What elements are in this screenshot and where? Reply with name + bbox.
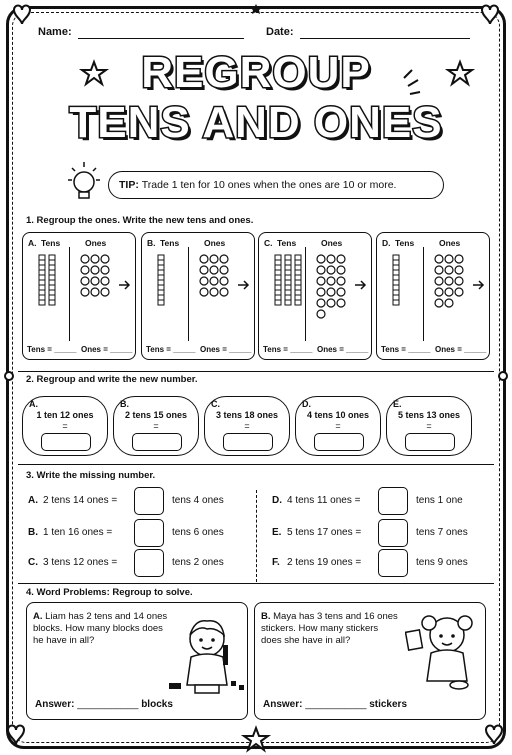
one-unit bbox=[101, 277, 109, 285]
ten-rod-unit bbox=[158, 290, 164, 295]
arrow-right-icon bbox=[355, 281, 365, 289]
ten-rod-unit bbox=[295, 295, 301, 300]
one-unit bbox=[91, 266, 99, 274]
one-unit bbox=[210, 266, 218, 274]
arrow-right-icon bbox=[119, 281, 129, 289]
ten-rod-unit bbox=[285, 300, 291, 305]
one-unit bbox=[337, 288, 345, 296]
name-label: Name: bbox=[38, 26, 72, 38]
section1-heading: 1. Regroup the ones. Write the new tens and ones. bbox=[26, 215, 254, 226]
one-unit bbox=[327, 288, 335, 296]
star-icon bbox=[244, 728, 268, 750]
cloud-expression: 5 tens 13 ones bbox=[397, 410, 461, 420]
equals-sign: = bbox=[244, 421, 250, 431]
ten-rod-unit bbox=[39, 260, 45, 265]
tens-label: Tens bbox=[160, 238, 180, 248]
ten-rod-unit bbox=[39, 265, 45, 270]
name-field[interactable] bbox=[78, 38, 244, 39]
tip-text: Trade 1 ten for 10 ones when the ones are 10 or more. bbox=[141, 179, 397, 191]
ten-rod-unit bbox=[275, 280, 281, 285]
ten-rod-unit bbox=[158, 275, 164, 280]
one-unit bbox=[327, 266, 335, 274]
cloud-letter: E. bbox=[393, 399, 402, 409]
tens-label: Tens bbox=[395, 238, 415, 248]
one-unit bbox=[91, 277, 99, 285]
one-unit bbox=[210, 255, 218, 263]
ten-rod-unit bbox=[49, 285, 55, 290]
ones-label: Ones bbox=[439, 238, 461, 248]
item-result: tens 6 ones bbox=[172, 527, 224, 538]
answer-row-a bbox=[35, 699, 173, 710]
ten-rod-unit bbox=[275, 295, 281, 300]
base-ten-blocks bbox=[377, 251, 487, 341]
ten-rod-unit bbox=[158, 295, 164, 300]
ten-rod-unit bbox=[285, 280, 291, 285]
ten-rod-unit bbox=[393, 275, 399, 280]
section2-heading: 2. Regroup and write the new number. bbox=[26, 374, 198, 385]
word-problem-line: he have in all? bbox=[33, 635, 95, 646]
item-result: tens 2 ones bbox=[172, 557, 224, 568]
item-expression: 5 tens 17 ones = bbox=[287, 527, 362, 538]
ten-rod-unit bbox=[49, 295, 55, 300]
date-field[interactable] bbox=[300, 38, 470, 39]
equals-sign: = bbox=[62, 421, 68, 431]
item-expression: 1 ten 16 ones = bbox=[43, 527, 113, 538]
word-problem-line: Liam has 2 tens and 14 ones bbox=[45, 611, 168, 622]
one-unit bbox=[435, 255, 443, 263]
ten-rod-unit bbox=[39, 295, 45, 300]
card-letter: A. bbox=[28, 238, 37, 248]
ten-rod-unit bbox=[295, 290, 301, 295]
tens-answer: Tens = _____ bbox=[381, 345, 431, 354]
answer-row-b bbox=[263, 699, 407, 710]
one-unit bbox=[337, 299, 345, 307]
one-unit bbox=[317, 255, 325, 263]
ten-rod-unit bbox=[49, 255, 55, 260]
item-expression: 3 tens 12 ones = bbox=[43, 557, 118, 568]
word-problem-letter: B. bbox=[261, 611, 271, 622]
ten-rod-unit bbox=[295, 285, 301, 290]
divider bbox=[18, 371, 494, 372]
ten-rod-unit bbox=[275, 300, 281, 305]
missing-number-box[interactable] bbox=[134, 487, 164, 515]
ten-rod-unit bbox=[285, 290, 291, 295]
ten-rod-unit bbox=[158, 270, 164, 275]
regroup-cloud bbox=[295, 396, 381, 456]
one-unit bbox=[445, 255, 453, 263]
item-result: tens 9 ones bbox=[416, 557, 468, 568]
one-unit bbox=[317, 310, 325, 318]
ten-rod-unit bbox=[275, 260, 281, 265]
word-problem-line: blocks. How many blocks does bbox=[33, 623, 163, 634]
regroup-card bbox=[22, 232, 136, 360]
ten-rod-unit bbox=[393, 290, 399, 295]
one-unit bbox=[435, 299, 443, 307]
ones-answer: Ones = _____ bbox=[81, 345, 133, 354]
one-unit bbox=[455, 288, 463, 296]
item-expression: 4 tens 11 ones = bbox=[287, 495, 361, 506]
one-unit bbox=[317, 299, 325, 307]
ten-rod-unit bbox=[285, 270, 291, 275]
ten-rod-unit bbox=[49, 280, 55, 285]
ten-rod-unit bbox=[295, 260, 301, 265]
date-label: Date: bbox=[266, 26, 294, 38]
ones-answer: Ones = _____ bbox=[200, 345, 252, 354]
one-unit bbox=[445, 277, 453, 285]
item-letter: A. bbox=[28, 495, 38, 506]
item-result: tens 7 ones bbox=[416, 527, 468, 538]
cloud-expression: 1 ten 12 ones bbox=[36, 410, 94, 420]
sparkle-lines bbox=[404, 70, 420, 94]
tip-label: TIP: bbox=[119, 179, 139, 191]
dot-icon bbox=[5, 372, 13, 380]
ten-rod-unit bbox=[285, 275, 291, 280]
item-letter: F. bbox=[272, 557, 280, 568]
word-problem-a bbox=[26, 602, 248, 720]
one-unit bbox=[101, 255, 109, 263]
equals-sign: = bbox=[153, 421, 159, 431]
ten-rod-unit bbox=[393, 255, 399, 260]
one-unit bbox=[200, 288, 208, 296]
ten-rod-unit bbox=[39, 270, 45, 275]
ones-label: Ones bbox=[85, 238, 107, 248]
word-problem-a-text bbox=[33, 611, 167, 647]
one-unit bbox=[101, 266, 109, 274]
word-problem-line: Maya has 3 tens and 16 ones bbox=[273, 611, 398, 622]
tip-box bbox=[108, 171, 444, 199]
one-unit bbox=[317, 288, 325, 296]
one-unit bbox=[317, 266, 325, 274]
card-letter: B. bbox=[147, 238, 156, 248]
missing-number-box[interactable] bbox=[134, 549, 164, 577]
one-unit bbox=[435, 288, 443, 296]
equals-sign: = bbox=[335, 421, 341, 431]
ten-rod-unit bbox=[393, 270, 399, 275]
ten-rod-unit bbox=[49, 265, 55, 270]
ten-rod-unit bbox=[39, 280, 45, 285]
regroup-cloud bbox=[386, 396, 472, 456]
one-unit bbox=[220, 288, 228, 296]
ten-rod-unit bbox=[158, 280, 164, 285]
one-unit bbox=[317, 277, 325, 285]
ten-rod-unit bbox=[275, 290, 281, 295]
one-unit bbox=[435, 277, 443, 285]
item-expression: 2 tens 19 ones = bbox=[287, 557, 362, 568]
answer-blank[interactable]: ___________ bbox=[305, 699, 367, 710]
ten-rod-unit bbox=[393, 300, 399, 305]
heart-icon bbox=[14, 6, 30, 25]
tens-answer: Tens = _____ bbox=[146, 345, 196, 354]
heart-icon bbox=[8, 726, 24, 745]
ten-rod-unit bbox=[295, 275, 301, 280]
item-letter: D. bbox=[272, 495, 282, 506]
ten-rod-unit bbox=[393, 265, 399, 270]
ten-rod-unit bbox=[49, 300, 55, 305]
heart-icon bbox=[482, 6, 498, 25]
one-unit bbox=[81, 277, 89, 285]
tens-label: Tens bbox=[41, 238, 61, 248]
equals-sign: = bbox=[426, 421, 432, 431]
ones-label: Ones bbox=[204, 238, 226, 248]
one-unit bbox=[210, 288, 218, 296]
cloud-letter: C. bbox=[211, 399, 220, 409]
regroup-card bbox=[258, 232, 372, 360]
one-unit bbox=[445, 288, 453, 296]
heart-icon bbox=[486, 726, 502, 745]
regroup-cloud bbox=[204, 396, 290, 456]
ten-rod-unit bbox=[275, 285, 281, 290]
one-unit bbox=[200, 277, 208, 285]
ten-rod-unit bbox=[158, 260, 164, 265]
one-unit bbox=[91, 255, 99, 263]
star-icon bbox=[448, 62, 472, 84]
card-letter: D. bbox=[382, 238, 391, 248]
star-icon bbox=[250, 4, 262, 14]
answer-label: Answer: bbox=[263, 699, 303, 710]
item-letter: E. bbox=[272, 527, 282, 538]
ones-answer: Ones = _____ bbox=[317, 345, 369, 354]
title-line-2: TENS AND ONES bbox=[69, 98, 443, 147]
one-unit bbox=[220, 277, 228, 285]
item-result: tens 1 one bbox=[416, 495, 463, 506]
title-line-1: REGROUP bbox=[141, 48, 371, 97]
word-problem-line: stickers. How many stickers bbox=[261, 623, 379, 634]
one-unit bbox=[81, 266, 89, 274]
ten-rod-unit bbox=[295, 280, 301, 285]
regroup-cloud bbox=[22, 396, 108, 456]
base-ten-blocks bbox=[259, 251, 369, 341]
divider bbox=[18, 583, 494, 584]
missing-number-box[interactable] bbox=[378, 519, 408, 547]
ten-rod-unit bbox=[49, 290, 55, 295]
word-problem-b-text bbox=[261, 611, 398, 647]
ten-rod-unit bbox=[285, 295, 291, 300]
one-unit bbox=[435, 266, 443, 274]
one-unit bbox=[91, 288, 99, 296]
one-unit bbox=[200, 266, 208, 274]
ten-rod-unit bbox=[39, 285, 45, 290]
cloud-expression: 4 tens 10 ones bbox=[306, 410, 370, 420]
tens-label: Tens bbox=[277, 238, 297, 248]
ten-rod-unit bbox=[285, 265, 291, 270]
ten-rod-unit bbox=[275, 275, 281, 280]
tens-answer: Tens = _____ bbox=[263, 345, 313, 354]
ones-answer: Ones = _____ bbox=[435, 345, 487, 354]
cloud-expression: 2 tens 15 ones bbox=[124, 410, 188, 420]
ten-rod-unit bbox=[393, 260, 399, 265]
cloud-letter: D. bbox=[302, 399, 311, 409]
ten-rod-unit bbox=[295, 300, 301, 305]
one-unit bbox=[337, 266, 345, 274]
ten-rod-unit bbox=[285, 285, 291, 290]
one-unit bbox=[101, 288, 109, 296]
ten-rod-unit bbox=[49, 270, 55, 275]
item-result: tens 4 ones bbox=[172, 495, 224, 506]
one-unit bbox=[327, 277, 335, 285]
one-unit bbox=[220, 266, 228, 274]
one-unit bbox=[210, 277, 218, 285]
ten-rod-unit bbox=[295, 265, 301, 270]
ten-rod-unit bbox=[285, 260, 291, 265]
ten-rod-unit bbox=[393, 280, 399, 285]
one-unit bbox=[337, 277, 345, 285]
one-unit bbox=[337, 255, 345, 263]
ten-rod-unit bbox=[158, 265, 164, 270]
one-unit bbox=[455, 255, 463, 263]
item-letter: C. bbox=[28, 557, 38, 568]
item-letter: B. bbox=[28, 527, 38, 538]
section3-heading: 3. Write the missing number. bbox=[26, 470, 156, 481]
one-unit bbox=[455, 277, 463, 285]
tens-answer: Tens = _____ bbox=[27, 345, 77, 354]
cloud-expression: 3 tens 18 ones bbox=[215, 410, 279, 420]
ten-rod-unit bbox=[158, 255, 164, 260]
one-unit bbox=[81, 255, 89, 263]
one-unit bbox=[445, 299, 453, 307]
cloud-letter: B. bbox=[120, 399, 129, 409]
ten-rod-unit bbox=[39, 275, 45, 280]
one-unit bbox=[327, 299, 335, 307]
answer-label: Answer: bbox=[35, 699, 75, 710]
regroup-card bbox=[141, 232, 255, 360]
word-problem-b bbox=[254, 602, 486, 720]
answer-blank[interactable]: ___________ bbox=[77, 699, 139, 710]
regroup-cloud bbox=[113, 396, 199, 456]
column-divider bbox=[256, 490, 257, 582]
missing-number-box[interactable] bbox=[134, 519, 164, 547]
ten-rod-unit bbox=[295, 270, 301, 275]
cloud-letter: A. bbox=[29, 399, 38, 409]
ten-rod-unit bbox=[393, 295, 399, 300]
answer-box[interactable] bbox=[405, 433, 455, 451]
ten-rod-unit bbox=[393, 285, 399, 290]
one-unit bbox=[81, 288, 89, 296]
base-ten-blocks bbox=[23, 251, 133, 341]
ten-rod-unit bbox=[295, 255, 301, 260]
ten-rod-unit bbox=[39, 300, 45, 305]
girl-illustration bbox=[405, 607, 481, 695]
ten-rod-unit bbox=[49, 260, 55, 265]
ten-rod-unit bbox=[275, 265, 281, 270]
arrow-right-icon bbox=[473, 281, 483, 289]
ten-rod-unit bbox=[275, 270, 281, 275]
answer-box[interactable] bbox=[132, 433, 182, 451]
arrow-right-icon bbox=[238, 281, 248, 289]
ten-rod-unit bbox=[39, 255, 45, 260]
answer-unit: blocks bbox=[141, 699, 173, 710]
missing-number-box[interactable] bbox=[378, 487, 408, 515]
one-unit bbox=[327, 255, 335, 263]
ten-rod-unit bbox=[39, 290, 45, 295]
answer-unit: stickers bbox=[369, 699, 408, 710]
word-problem-letter: A. bbox=[33, 611, 43, 622]
blocks-illustration bbox=[167, 677, 249, 693]
answer-box[interactable] bbox=[41, 433, 91, 451]
answer-box[interactable] bbox=[314, 433, 364, 451]
section4-heading: 4. Word Problems: Regroup to solve. bbox=[26, 587, 193, 598]
ten-rod-unit bbox=[49, 275, 55, 280]
ten-rod-unit bbox=[285, 255, 291, 260]
star-icon bbox=[82, 62, 106, 84]
one-unit bbox=[455, 266, 463, 274]
one-unit bbox=[220, 255, 228, 263]
word-problem-line: does she have in all? bbox=[261, 635, 351, 646]
answer-box[interactable] bbox=[223, 433, 273, 451]
ten-rod-unit bbox=[158, 300, 164, 305]
card-letter: C. bbox=[264, 238, 273, 248]
divider bbox=[18, 464, 494, 465]
base-ten-blocks bbox=[142, 251, 252, 341]
missing-number-box[interactable] bbox=[378, 549, 408, 577]
ten-rod-unit bbox=[158, 285, 164, 290]
lightbulb-icon bbox=[66, 160, 106, 204]
ones-label: Ones bbox=[321, 238, 343, 248]
one-unit bbox=[445, 266, 453, 274]
dot-icon bbox=[499, 372, 507, 380]
ten-rod-unit bbox=[275, 255, 281, 260]
one-unit bbox=[200, 255, 208, 263]
item-expression: 2 tens 14 ones = bbox=[43, 495, 118, 506]
regroup-card bbox=[376, 232, 490, 360]
